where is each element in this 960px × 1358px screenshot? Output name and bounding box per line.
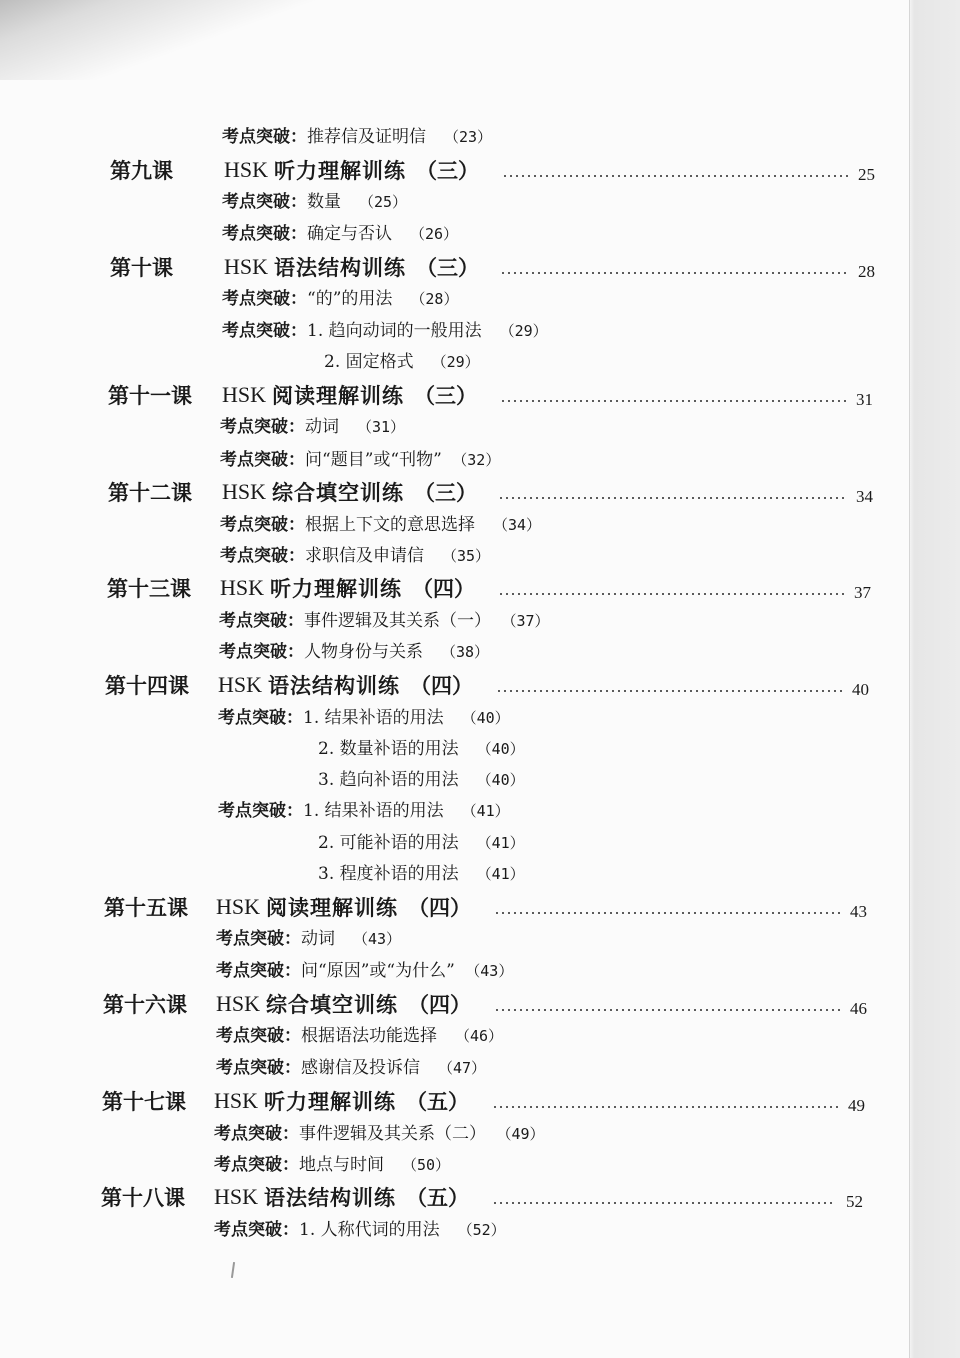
subentry-text: “的”的用法 [307,289,393,309]
subentry-page-ref: （37） [509,612,550,630]
subentry-text: 确定与否认 [307,224,392,244]
subentry-page-ref: （29） [499,322,548,340]
dot-leader [498,497,846,499]
dot-leader [496,690,842,692]
lesson-title[interactable] [216,892,471,922]
lesson-title-part: （三） [416,255,480,280]
subentry-label: 考点突破： [216,929,301,949]
toc-subentry[interactable] [220,445,500,470]
lesson-number: 第十七课 [102,1089,186,1114]
subentry-page-ref: （35） [442,547,491,565]
subentry-label: 考点突破： [218,708,303,728]
subentry-text: 推荐信及证明信 [307,127,426,147]
lesson-page-number[interactable]: 46 [850,999,867,1018]
dot-leader [492,1106,838,1108]
toc-lesson-entry[interactable] [0,892,960,922]
toc-subentry[interactable] [214,1150,450,1175]
subentry-page-ref: （47） [438,1059,487,1077]
subentry-page-ref: （23） [444,128,493,146]
subentry-page-ref: （40） [461,709,510,727]
lesson-title-part: （三） [414,383,478,408]
lesson-title-hsk: HSK [214,1088,259,1113]
subentry-label: 考点突破： [214,1155,299,1175]
lesson-title-part: （四） [412,576,476,601]
subentry-label: 考点突破： [214,1220,299,1240]
subentry-text: 3. 趋向补语的用法 [318,770,459,790]
lesson-title-hsk: HSK [214,1184,259,1209]
toc-subentry[interactable] [219,637,489,662]
lesson-number: 第十二课 [108,480,192,505]
lesson-title[interactable] [222,477,477,507]
subentry-label: 考点突破： [219,642,304,662]
toc-subentry[interactable] [222,187,407,212]
subentry-label: 考点突破： [222,224,307,244]
subentry-text: 2. 可能补语的用法 [318,833,459,853]
toc-subentry[interactable] [219,606,550,631]
lesson-title-text: 阅读理解训练 [272,383,405,408]
dot-leader [498,593,844,595]
lesson-page-number[interactable]: 52 [846,1192,863,1211]
toc-subentry[interactable] [220,541,490,566]
lesson-number: 第十课 [110,255,173,280]
toc-subentry[interactable] [220,510,541,535]
lesson-title[interactable] [216,989,471,1019]
lesson-page-number[interactable]: 25 [858,165,875,184]
subentry-label: 考点突破： [214,1124,299,1144]
lesson-title-part: （三） [414,480,478,505]
toc-subentry[interactable] [216,924,401,949]
subentry-text: 1. 结果补语的用法 [303,708,444,728]
subentry-label: 考点突破： [220,515,305,535]
subentry-page-ref: （43） [472,962,514,980]
subentry-page-ref: （41） [461,802,510,820]
lesson-title[interactable] [218,670,473,700]
lesson-title-part: （四） [408,895,472,920]
toc-subentry[interactable] [216,956,513,981]
toc-lesson-entry[interactable] [0,573,960,603]
subentry-text: 人物身份与关系 [304,642,423,662]
subentry-page-ref: （32） [459,451,501,469]
subentry-text: 事件逻辑及其关系（一） [304,611,491,631]
dot-leader [494,912,840,914]
subentry-text: 动词 [305,417,339,437]
subentry-label: 考点突破： [216,961,301,981]
subentry-label: 考点突破： [220,546,305,566]
lesson-title-text: 听力理解训练 [274,158,407,183]
toc-subentry[interactable] [222,284,458,309]
lesson-number: 第十三课 [107,576,191,601]
toc-lesson-entry[interactable] [0,380,960,410]
toc-subentry[interactable] [318,828,525,853]
lesson-title-text: 语法结构训练 [264,1185,397,1210]
subentry-page-ref: （34） [493,516,542,534]
dot-leader [492,1202,836,1204]
dot-leader [502,175,848,177]
subentry-page-ref: （49） [504,1125,545,1143]
subentry-text: 问“题目”或“刊物” [305,450,442,470]
lesson-page-number[interactable]: 37 [854,583,871,602]
dot-leader [500,400,846,402]
lesson-number: 第九课 [110,158,173,183]
lesson-title-hsk: HSK [216,894,261,919]
subentry-label: 考点突破： [216,1058,301,1078]
toc-lesson-entry[interactable] [0,1182,960,1212]
toc-subentry[interactable] [318,859,525,884]
subentry-page-ref: （40） [476,771,525,789]
toc-subentry[interactable] [324,347,480,372]
lesson-number: 第十四课 [105,673,189,698]
subentry-text: 问“原因”或“为什么” [301,961,455,981]
toc-subentry[interactable] [214,1119,545,1144]
toc-subentry[interactable] [220,412,405,437]
lesson-page-number[interactable]: 34 [856,487,873,506]
dot-leader [494,1009,840,1011]
toc-subentry[interactable] [218,796,510,821]
lesson-title-text: 语法结构训练 [268,673,401,698]
lesson-title-text: 综合填空训练 [272,480,405,505]
lesson-title[interactable] [224,155,479,185]
lesson-title[interactable] [224,252,479,282]
lesson-title-text: 听力理解训练 [270,576,403,601]
toc-lesson-entry[interactable] [0,989,960,1019]
lesson-page-number[interactable]: 40 [852,680,869,699]
lesson-title-hsk: HSK [224,157,269,182]
subentry-label: 考点突破： [218,801,303,821]
lesson-title-text: 听力理解训练 [264,1089,397,1114]
toc-subentry[interactable] [218,703,510,728]
lesson-title-text: 阅读理解训练 [266,895,399,920]
subentry-page-ref: （38） [441,643,490,661]
toc-lesson-entry[interactable] [0,1086,960,1116]
subentry-page-ref: （46） [455,1027,504,1045]
lesson-title-hsk: HSK [222,479,267,504]
lesson-title[interactable] [220,573,475,603]
subentry-text: 动词 [301,929,335,949]
lesson-title-text: 综合填空训练 [266,992,399,1017]
toc-subentry[interactable] [216,1053,486,1078]
lesson-number: 第十八课 [101,1185,185,1210]
subentry-text: 地点与时间 [299,1155,384,1175]
lesson-title-hsk: HSK [222,382,267,407]
toc-lesson-entry[interactable] [0,477,960,507]
toc-subentry[interactable] [318,765,525,790]
toc-lesson-entry[interactable] [0,252,960,282]
subentry-text: 1. 趋向动词的一般用法 [307,321,482,341]
subentry-page-ref: （52） [457,1221,506,1239]
lesson-title-part: （四） [410,673,474,698]
lesson-title-hsk: HSK [216,991,261,1016]
lesson-page-number[interactable]: 49 [848,1096,865,1115]
lesson-number: 第十五课 [104,895,188,920]
subentry-page-ref: （43） [353,930,402,948]
subentry-label: 考点突破： [222,289,307,309]
lesson-title-part: （三） [416,158,480,183]
subentry-text: 事件逻辑及其关系（二） [299,1124,486,1144]
subentry-label: 考点突破： [222,321,307,341]
lesson-number: 第十六课 [103,992,187,1017]
toc-subentry[interactable] [222,122,492,147]
lesson-title[interactable] [214,1182,469,1212]
dot-leader [500,272,848,274]
subentry-page-ref: （29） [431,353,480,371]
subentry-text: 1. 结果补语的用法 [303,801,444,821]
lesson-title-part: （四） [408,992,472,1017]
subentry-text: 感谢信及投诉信 [301,1058,420,1078]
subentry-text: 根据语法功能选择 [301,1026,437,1046]
subentry-page-ref: （31） [357,418,406,436]
subentry-label: 考点突破： [216,1026,301,1046]
lesson-title-hsk: HSK [218,672,263,697]
subentry-text: 2. 数量补语的用法 [318,739,459,759]
subentry-page-ref: （41） [476,865,525,883]
subentry-text: 求职信及申请信 [305,546,424,566]
subentry-page-ref: （25） [359,193,408,211]
toc-subentry[interactable] [318,734,525,759]
toc-subentry[interactable] [214,1215,506,1240]
lesson-title-text: 语法结构训练 [274,255,407,280]
subentry-text: 数量 [307,192,341,212]
subentry-label: 考点突破： [219,611,304,631]
lesson-number: 第十一课 [108,383,192,408]
lesson-page-number[interactable]: 43 [850,902,867,921]
subentry-page-ref: （26） [410,225,459,243]
subentry-text: 1. 人称代词的用法 [299,1220,440,1240]
subentry-label: 考点突破： [220,417,305,437]
subentry-text: 2. 固定格式 [324,352,414,372]
lesson-title[interactable] [222,380,477,410]
lesson-title-hsk: HSK [220,575,265,600]
subentry-text: 3. 程度补语的用法 [318,864,459,884]
toc-lesson-entry[interactable] [0,155,960,185]
toc-subentry[interactable] [222,316,548,341]
subentry-page-ref: （28） [410,290,459,308]
subentry-page-ref: （50） [402,1156,451,1174]
toc-subentry[interactable] [216,1021,503,1046]
subentry-label: 考点突破： [220,450,305,470]
subentry-text: 根据上下文的意思选择 [305,515,475,535]
lesson-title-part: （五） [406,1185,470,1210]
subentry-label: 考点突破： [222,192,307,212]
toc-lesson-entry[interactable] [0,670,960,700]
toc-subentry[interactable] [222,219,458,244]
subentry-page-ref: （40） [476,740,525,758]
subentry-page-ref: （41） [476,834,525,852]
lesson-page-number[interactable]: 28 [858,262,875,281]
lesson-title-part: （五） [406,1089,470,1114]
lesson-title[interactable] [214,1086,469,1116]
lesson-page-number[interactable]: 31 [856,390,873,409]
lesson-title-hsk: HSK [224,254,269,279]
subentry-label: 考点突破： [222,127,307,147]
